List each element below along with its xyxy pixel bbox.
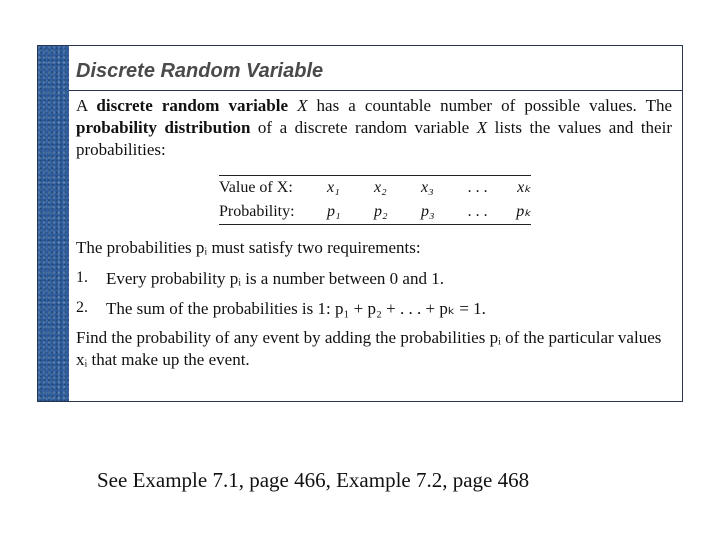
- requirement-1: [76, 269, 672, 289]
- table-row: [219, 200, 531, 225]
- list-number: 1.: [76, 269, 88, 286]
- requirement-2: [76, 299, 672, 319]
- table-cell: p₁: [327, 203, 341, 220]
- table-cell: pₖ: [516, 203, 531, 220]
- table-cell: x₁: [327, 179, 340, 196]
- definition-box: [37, 45, 683, 402]
- table-cell: p₂: [374, 203, 388, 220]
- table-cell: xₖ: [517, 179, 531, 196]
- table-cell: x₂: [374, 179, 387, 196]
- value-label: Value of X:: [219, 179, 293, 196]
- requirements-intro: The probabilities pᵢ must satisfy two requirements:: [76, 238, 421, 257]
- table-cell: p₃: [421, 203, 435, 220]
- list-text: Every probability pᵢ is a number between 0 and 1.: [106, 269, 444, 288]
- table-row: [219, 176, 531, 201]
- caption: See Example 7.1, page 466, Example 7.2, page 468: [97, 468, 530, 492]
- title-rule: [69, 90, 682, 91]
- probability-label: Probability:: [219, 203, 295, 220]
- list-text: The sum of the probabilities is 1: p₁ + p₂ + . . . + pₖ = 1.: [106, 299, 486, 318]
- closing-paragraph: Find the probability of any event by adding the probabilities pᵢ of the particular values xᵢ that make up the event.: [76, 328, 662, 369]
- distribution-table: [219, 175, 531, 225]
- box-content: [76, 46, 672, 371]
- box-title: Discrete Random Variable: [76, 60, 324, 82]
- table-cell: x₃: [421, 179, 434, 196]
- intro-paragraph: A discrete random variable X has a countable number of possible values. The probability distribution of a discrete random variable X lists the values and their probabilities:: [76, 96, 673, 159]
- blue-stripe: [38, 46, 69, 401]
- table-cell: . . .: [468, 179, 488, 196]
- table-cell: . . .: [468, 203, 488, 220]
- list-number: 2.: [76, 299, 88, 316]
